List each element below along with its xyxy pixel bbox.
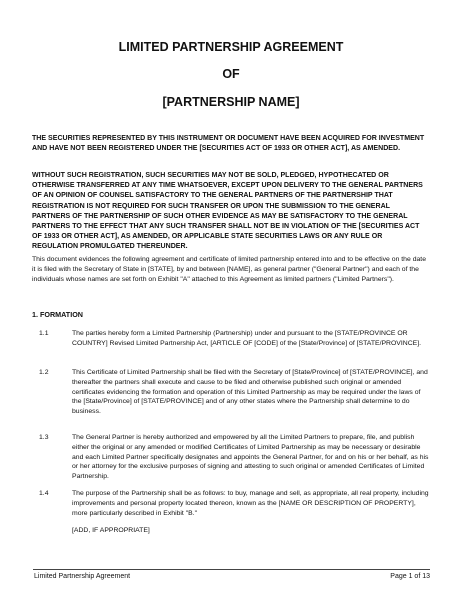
footer-divider (33, 569, 430, 570)
clause-text: The purpose of the Partnership shall be as follows: to buy, manage and sell, as appropriate, all real property, including improvements and personal property located thereon, known as the [NAME OR DESCRIPTION OF PROPERTY], more particularly described in Exhibit "B." (72, 490, 429, 517)
section-heading: 1. FORMATION (32, 310, 83, 319)
add-if-appropriate-note: [ADD, IF APPROPRIATE] (72, 527, 150, 534)
clause-number: 1.1 (39, 330, 49, 337)
footer-page-number: Page 1 of 13 (390, 573, 430, 580)
document-title-of: OF (222, 67, 240, 81)
clause-text: This Certificate of Limited Partnership shall be filed with the Secretary of [State/Province] of [STATE/PROVINCE], and thereafter the partners shall execute and cause to be filed and otherwise published such original or amended certificates evidencing the formation and operation of this Limited Partnership as may be required under the laws of the [State/Province] of [STATE/PROVINCE] and of any other states where the Partnership shall determine to do business. (72, 369, 428, 416)
clause-number: 1.3 (39, 434, 49, 441)
clause-number: 1.2 (39, 369, 49, 376)
transfer-restriction-notice: WITHOUT SUCH REGISTRATION, SUCH SECURITIES MAY NOT BE SOLD, PLEDGED, HYPOTHECATED OR OTHERWISE TRANSFERRED AT ANY TIME WHATSOEVER, EXCEPT UPON DELIVERY TO THE GENERAL PARTNERS OF AN OPINION OF COUNSEL SATISFACTORY TO THE GENERAL PARTNERS OF THE PARTNERSHIP THAT REGISTRATION IS NOT REQUIRED FOR SUCH TRANSFER OR UPON THE SUBMISSION TO THE GENERAL PARTNERS OF THE PARTNERSHIP OF SUCH OTHER EVIDENCE AS MAY BE SATISFACTORY TO THE GENERAL PARTNERS TO THE EFFECT THAT ANY SUCH TRANSFER SHALL NOT BE IN VIOLATION OF THE [SECURITIES ACT OF 1933 OR OTHER ACT], AS AMENDED, OR APPLICABLE STATE SECURITIES LAWS OR ANY RULE OR REGULATION PROMULGATED THEREUNDER. (32, 172, 423, 251)
footer-document-name: Limited Partnership Agreement (34, 573, 131, 580)
intro-paragraph: This document evidences the following agreement and certificate of limited partnership entered into and to be effective on the date it is filed with the Secretary of State in [STATE], by and between [NAME], as general partner ("General Partner") and each of the individuals whose names are set forth on Exhibit "A" attached to this Agreement as limited partners ("Limited Partners"). (32, 256, 427, 283)
clause-text: The parties hereby form a Limited Partnership (Partnership) under and pursuant to the [STATE/PROVINCE OR COUNTRY] Revised Limited Partnership Act, [ARTICLE OF [CODE] of the [State/Province] of [STATE/PROVINCE]. (72, 330, 422, 347)
securities-notice: THE SECURITIES REPRESENTED BY THIS INSTRUMENT OR DOCUMENT HAVE BEEN ACQUIRED FOR INVESTMENT AND HAVE NOT BEEN REGISTERED UNDER THE [SECURITIES ACT OF 1933 OR OTHER ACT], AS AMENDED. (32, 135, 425, 153)
document-title: LIMITED PARTNERSHIP AGREEMENT (118, 40, 344, 54)
partnership-name: [PARTNERSHIP NAME] (162, 95, 300, 109)
clause-text: The General Partner is hereby authorized and empowered by all the Limited Partners to prepare, file, and publish either the original or any amended or modified Certificates of Limited Partnership as may be necessary or desirable and each Limited Partner specifically designates and appoints the General Partner, for and on his or her behalf, as his or her attorney for the exclusive purposes of signing and attesting to such original or amended Certificates of Limited Partnership. (72, 434, 429, 481)
clause-number: 1.4 (39, 490, 49, 497)
